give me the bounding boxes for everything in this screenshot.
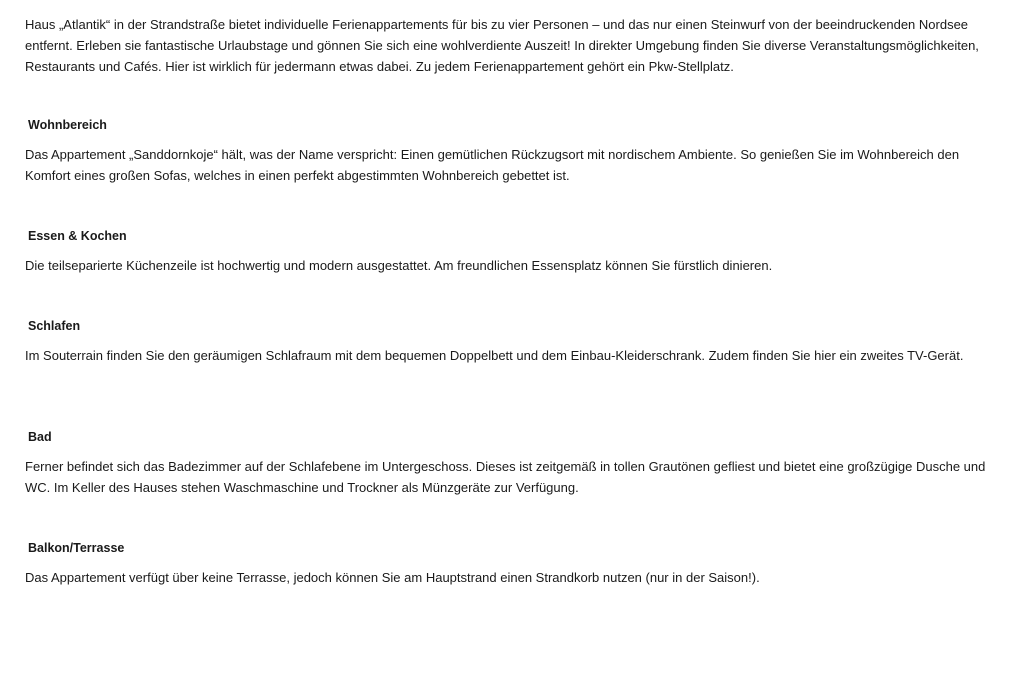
section-heading-balkon-terrasse: Balkon/Terrasse <box>28 541 125 555</box>
section-balkon-terrasse <box>25 539 1005 588</box>
section-text-balkon-terrasse: Das Appartement verfügt über keine Terrasse, jedoch können Sie am Hauptstrand einen Strandkorb nutzen (nur in der Saison!). <box>25 570 760 585</box>
document-page <box>25 14 1005 585</box>
section-text-wohnbereich: Das Appartement „Sanddornkoje“ hält, was der Name verspricht: Einen gemütlichen Rückzugsort mit nordischem Ambiente. So genießen Sie im Wohnbereich den Komfort eines großen Sofas, welches in einen perfekt abgestimmten Wohnbereich gebettet ist. <box>25 147 960 183</box>
intro-paragraph: Haus „Atlantik“ in der Strandstraße bietet individuelle Ferienappartements für bis zu vier Personen – und das nur einen Steinwurf von der beeindruckenden Nordsee entfernt. Erleben sie fantastische Urlaubstage und gönnen Sie sich eine wohlverdiente Auszeit! In direkter Umgebung finden Sie diverse Veranstaltungsmöglichkeiten, Restaurants und Cafés. Hier ist wirklich für jedermann etwas dabei. Zu jedem Ferienappartement gehört ein Pkw-Stellplatz. <box>25 17 979 74</box>
section-schlafen <box>25 317 1005 366</box>
section-bad <box>25 428 1005 498</box>
section-heading-schlafen: Schlafen <box>28 319 81 333</box>
section-heading-bad: Bad <box>28 430 52 444</box>
section-heading-essen-kochen: Essen & Kochen <box>28 229 127 243</box>
section-text-essen-kochen: Die teilseparierte Küchenzeile ist hochwertig und modern ausgestattet. Am freundlichen Essensplatz können Sie fürstlich dinieren. <box>25 258 773 273</box>
section-text-schlafen: Im Souterrain finden Sie den geräumigen Schlafraum mit dem bequemen Doppelbett und dem Einbau-Kleiderschrank. Zudem finden Sie hier ein zweites TV-Gerät. <box>25 348 964 363</box>
section-wohnbereich <box>25 116 1005 186</box>
section-text-bad: Ferner befindet sich das Badezimmer auf der Schlafebene im Untergeschoss. Dieses ist zeitgemäß in tollen Grautönen gefliest und bietet eine großzügige Dusche und WC. Im Keller des Hauses stehen Waschmaschine und Trockner als Münzgeräte zur Verfügung. <box>25 459 986 495</box>
section-heading-wohnbereich: Wohnbereich <box>28 118 107 132</box>
section-essen-kochen <box>25 227 1005 276</box>
